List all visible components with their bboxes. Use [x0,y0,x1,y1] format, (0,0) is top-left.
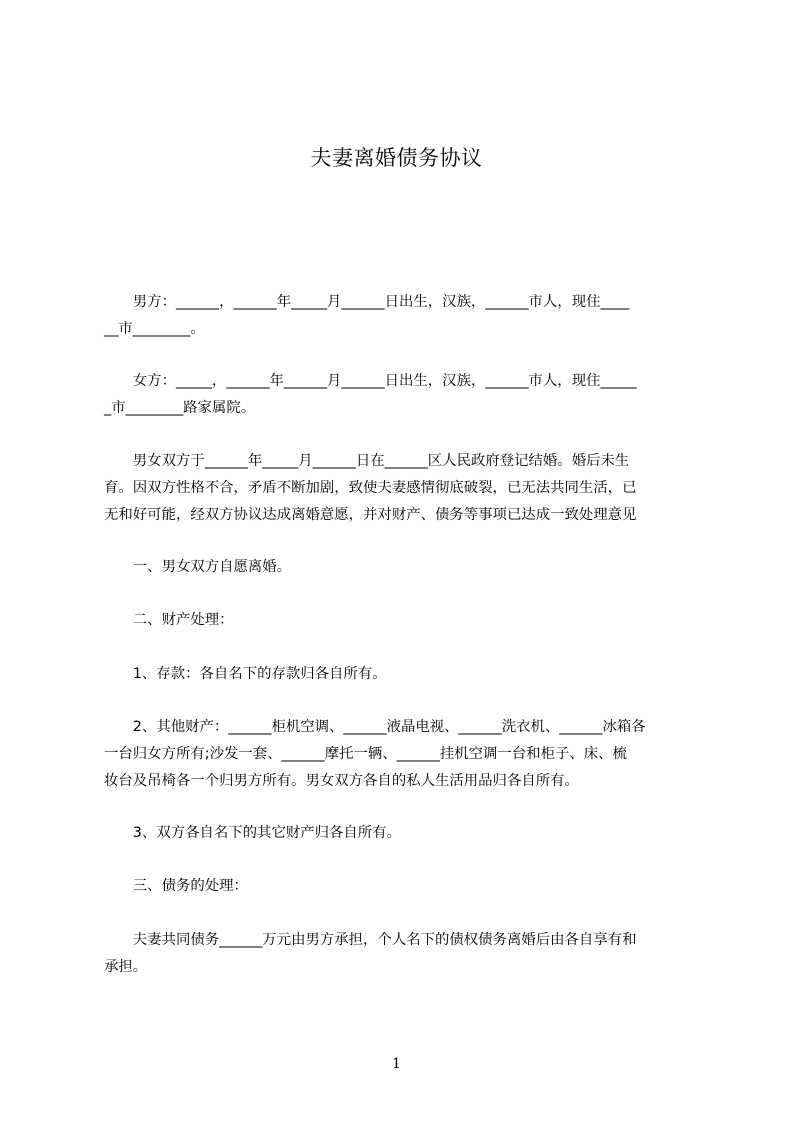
debt-paragraph [104,927,704,981]
clause-2-1-paragraph [104,661,704,688]
clause-3-heading [104,873,704,900]
male-party-paragraph [104,289,704,343]
clause-3-text: 三、债务的处理： [104,878,248,894]
intro-line-3: 无和好可能，经双方协议达成离婚意愿，并对财产、债务等事项已达成一致处理意见 [104,507,637,523]
debt-line-1: 夫妻共同债务______万元由男方承担，个人名下的债权债务离婚后由各自享有和 [104,932,637,948]
debt-line-2: 承担。 [104,959,148,975]
clause-2-2-line-2: 一台归女方所有;沙发一套、______摩托一辆、______挂机空调一台和柜子、床、梳 [104,746,627,762]
clause-2-1-text: 1、存款：各自名下的存款归各自所有。 [104,666,387,682]
intro-line-2: 育。因双方性格不合，矛盾不断加剧，致使夫妻感情彻底破裂，已无法共同生活，已 [104,480,637,496]
page-number: 1 [392,1056,401,1072]
clause-2-2-paragraph [104,714,704,795]
female-party-line-2: _市________路家属院。 [104,400,256,416]
intro-paragraph [104,448,704,529]
clause-2-text: 二、财产处理： [104,612,234,628]
intro-line-1: 男女双方于______年_____月______日在______区人民政府登记结婚。婚后未生 [104,453,630,469]
clause-2-heading [104,607,704,634]
clause-2-3-text: 3、双方各自名下的其它财产归各自所有。 [104,825,401,841]
clause-2-2-line-1: 2、其他财产：______柜机空调、______液晶电视、______洗衣机、______冰箱各 [104,719,646,735]
male-party-line-2: __市________。 [104,321,205,337]
female-party-line-1: 女方：_____，______年______月______日出生，汉族，______市人，现住_____ [104,373,637,389]
male-party-line-1: 男方：______，______年_____月______日出生，汉族，______市人，现住____ [104,294,630,310]
clause-2-3-paragraph [104,820,704,847]
female-party-paragraph [104,368,704,422]
clause-1-text: 一、男女双方自愿离婚。 [104,559,292,575]
clause-1-heading [104,554,704,581]
document-title: 夫妻离婚债务协议 [310,146,483,170]
clause-2-2-line-3: 妆台及吊椅各一个归男方所有。男女双方各自的私人生活用品归各自所有。 [104,773,579,789]
